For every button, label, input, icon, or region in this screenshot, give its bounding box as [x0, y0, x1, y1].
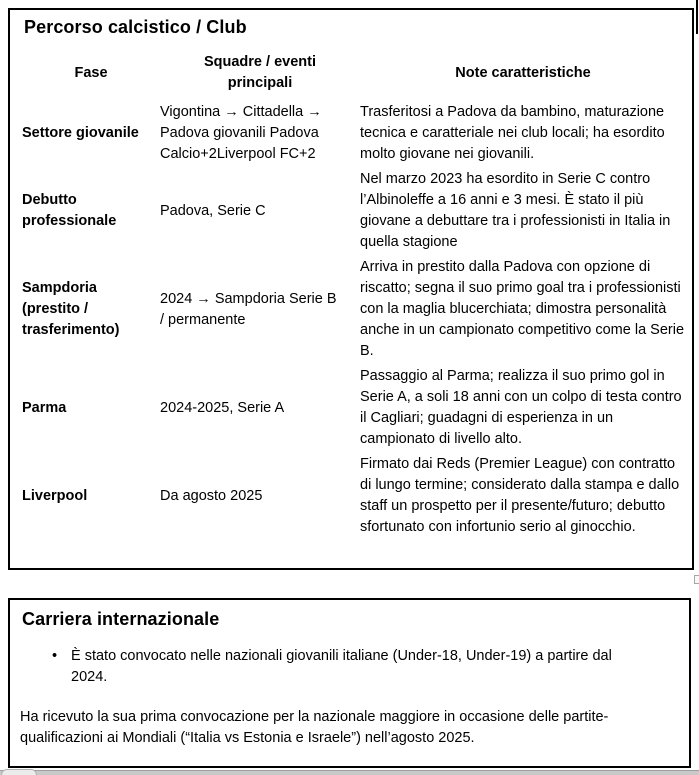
- table-row: [22, 167, 686, 255]
- bottom-left-tab-artifact: [1, 769, 37, 775]
- column-header-squadre-label: Squadre / eventi principali: [203, 54, 316, 91]
- cell-fase: Parma: [22, 399, 67, 416]
- column-header-fase-label: Fase: [74, 64, 108, 81]
- international-section-title: Carriera internazionale: [22, 609, 220, 629]
- international-bullet-list: [52, 646, 677, 688]
- cell-note: Firmato dai Reds (Premier League) con contratto di lungo termine; considerato dalla stampa e dallo staff un prospetto per il presente/futuro; debutto sfortunato con infortunio serio al ginocchio.: [360, 456, 680, 535]
- cell-squadre: Padova, Serie C: [160, 202, 266, 219]
- list-item: [52, 646, 652, 688]
- club-career-section: [8, 8, 694, 570]
- column-header-fase: [22, 46, 160, 100]
- column-header-note-label: Note caratteristiche: [455, 64, 591, 81]
- club-career-table: [22, 46, 686, 540]
- table-row: [22, 364, 686, 452]
- cell-fase: Liverpool: [22, 487, 88, 504]
- cell-note: Arriva in prestito dalla Padova con opzione di riscatto; segna il suo primo goal tra i professionisti con la maglia blucerchiata; dimostra personalità anche in un campionato competitivo come la Serie B.: [360, 259, 685, 359]
- table-row: [22, 452, 686, 540]
- cell-note: Passaggio al Parma; realizza il suo primo gol in Serie A, a soli 18 anni con un colpo di testa contro il Cagliari; guadagni di esperienza in un campionato di livello alto.: [360, 368, 682, 447]
- cell-fase: Sampdoria (prestito / trasferimento): [22, 280, 120, 338]
- cell-squadre: 2024 → Sampdoria Serie B / permanente: [160, 290, 337, 328]
- cell-squadre: Da agosto 2025: [160, 487, 263, 504]
- table-row: [22, 100, 686, 167]
- bottom-window-edge: [0, 770, 699, 775]
- column-header-note: [360, 46, 686, 100]
- cell-squadre: 2024-2025, Serie A: [160, 399, 285, 416]
- top-right-edge-line: [696, 0, 698, 34]
- cell-note: Nel marzo 2023 ha esordito in Serie C contro l’Albinoleffe a 16 anni e 3 mesi. È stato il più giovane a debuttare tra i professionisti in Italia in quella stagione: [360, 171, 671, 250]
- column-header-squadre: [160, 46, 360, 100]
- international-paragraph: Ha ricevuto la sua prima convocazione per la nazionale maggiore in occasione delle partite-qualificazioni ai Mondiali (“Italia vs Estonia e Israele”) nell’agosto 2025.: [20, 709, 609, 746]
- cell-squadre: Vigontina → Cittadella → Padova giovanili Padova Calcio+2Liverpool FC+2: [160, 104, 322, 162]
- club-section-title: Percorso calcistico / Club: [24, 17, 247, 37]
- international-career-section: [8, 598, 691, 768]
- table-header-row: [22, 46, 686, 100]
- cell-note: Trasferitosi a Padova da bambino, maturazione tecnica e caratteriale nei club locali; ha esordito molto giovane nei giovanili.: [360, 104, 665, 162]
- bullet-icon: •: [52, 648, 58, 664]
- table-row: [22, 255, 686, 364]
- cell-fase: Debutto professionale: [22, 192, 117, 229]
- right-edge-resize-handle: [694, 575, 699, 584]
- list-item-text: È stato convocato nelle nazionali giovanili italiane (Under-18, Under-19) a partire dal 2024.: [71, 648, 612, 685]
- cell-fase: Settore giovanile: [22, 125, 139, 141]
